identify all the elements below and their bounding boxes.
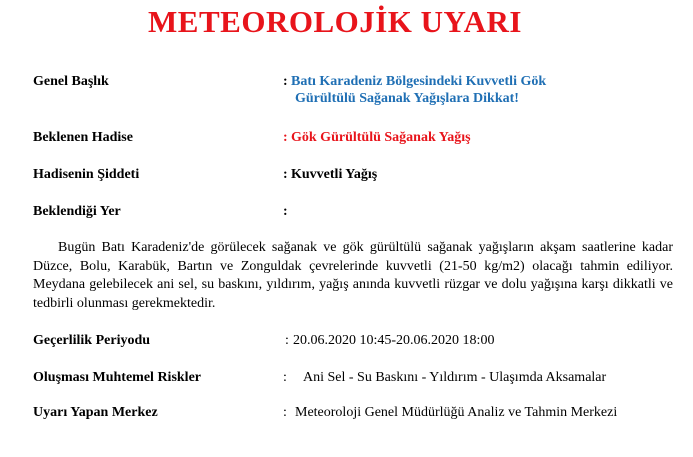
- general-title-row: [33, 73, 673, 109]
- general-title-value-line2: Gürültülü Sağanak Yağışlara Dikkat!: [295, 91, 519, 106]
- validity-label: Geçerlilik Periyodu: [33, 333, 151, 348]
- severity-colon: :: [283, 167, 288, 182]
- expected-location-row: [33, 203, 673, 221]
- expected-event-row: [33, 129, 673, 147]
- expected-event-label: Beklenen Hadise: [33, 130, 133, 145]
- risks-value: Ani Sel - Su Baskını - Yıldırım - Ulaşımda Aksamalar: [303, 370, 607, 385]
- risks-colon: :: [283, 370, 287, 385]
- severity-label: Hadisenin Şiddeti: [33, 167, 140, 182]
- validity-row: [33, 332, 673, 350]
- expected-location-label: Beklendiği Yer: [33, 204, 121, 219]
- description-paragraph: Bugün Batı Karadeniz'de görülecek sağanak ve gök gürültülü sağanak yağışların akşam saatlerine kadar Düzce, Bolu, Karabük, Bartın ve Zonguldak çevrelerinde kuvvetli (21-50 kg/m2) olacağı tahmin ediliyor. Meydana gelebilecek ani sel, su baskını, yıldırım, yağış anında kuvvetli rüzgar ve dolu yağışına karşı dikkatli ve tedbirli olunması gerekmektedir.: [33, 240, 673, 311]
- issuer-value: Meteoroloji Genel Müdürlüğü Analiz ve Tahmin Merkezi: [295, 405, 618, 420]
- expected-event-value: Gök Gürültülü Sağanak Yağış: [291, 130, 471, 145]
- issuer-row: [33, 404, 673, 440]
- severity-row: [33, 166, 673, 184]
- general-title-colon: :: [283, 74, 288, 89]
- page-title: METEOROLOJİK UYARI: [148, 4, 522, 39]
- issuer-label: Uyarı Yapan Merkez: [33, 405, 158, 420]
- risks-label: Oluşması Muhtemel Riskler: [33, 370, 201, 385]
- general-title-value: [291, 73, 671, 107]
- general-title-value-line1: Batı Karadeniz Bölgesindeki Kuvvetli Gök: [291, 74, 547, 89]
- issuer-colon: :: [283, 405, 287, 420]
- general-title-label: Genel Başlık: [33, 74, 109, 89]
- expected-location-colon: :: [283, 204, 288, 219]
- validity-colon: :: [285, 333, 289, 348]
- expected-event-colon: :: [283, 130, 288, 145]
- risks-row: [33, 369, 673, 405]
- validity-value: 20.06.2020 10:45-20.06.2020 18:00: [293, 333, 495, 348]
- severity-value: Kuvvetli Yağış: [291, 167, 378, 182]
